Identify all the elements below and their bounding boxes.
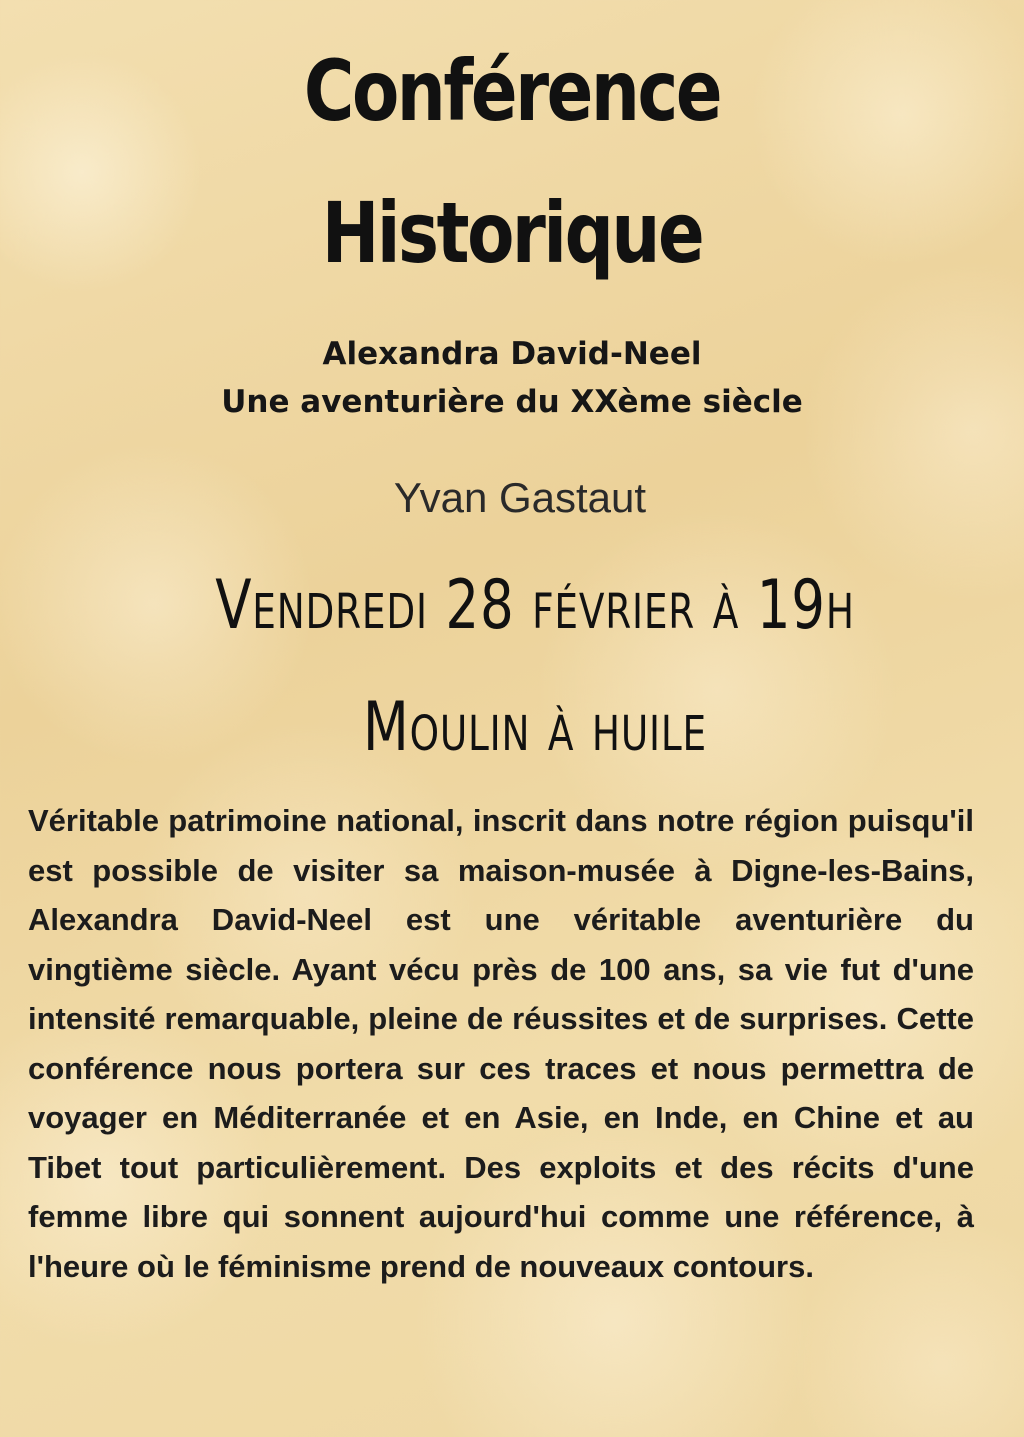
event-date: Vendredi 28 février à 19h	[215, 566, 855, 645]
subtitle-tagline: Une aventurière du XXème siècle	[221, 384, 803, 420]
speaker-name: Yvan Gastaut	[393, 474, 647, 521]
event-place: Moulin à huile	[363, 688, 707, 767]
description-paragraph: Véritable patrimoine national, inscrit dans notre région puisqu'il est possible de visiter sa maison-musée à Digne-les-Bains, Alexandra David-Neel est une véritable aventurière du vingtième siècle. Ayant vécu près de 100 ans, sa vie fut d'une intensité remarquable, pleine de réussites et de surprises. Cette conférence nous portera sur ces traces et nous permettra de voyager en Méditerranée et en Asie, en Inde, en Chine et au Tibet tout particulièrement. Des exploits et des récits d'une femme libre qui sonnent aujourd'hui comme une référence, à l'heure où le féminisme prend de nouveaux contours.	[28, 803, 974, 1284]
title-line-2: Historique	[321, 184, 703, 282]
title-line-1: Conférence	[303, 42, 721, 140]
subtitle-subject: Alexandra David-Neel	[322, 336, 702, 372]
